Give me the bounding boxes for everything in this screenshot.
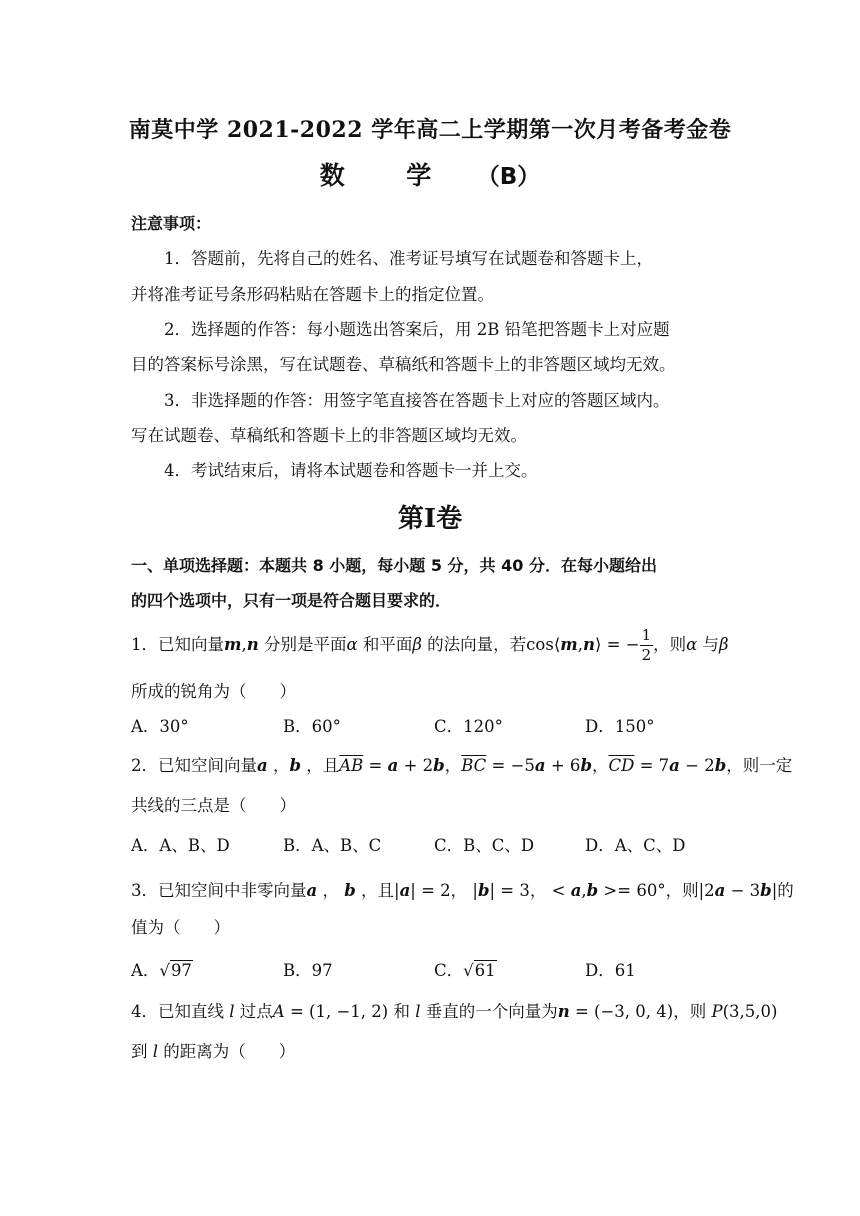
section-instructions: 一、单项选择题：本题共 8 小题，每小题 5 分，共 40 分．在每小题给出: [131, 556, 657, 575]
question-4: 4．已知直线 l 过点A = (1, −1, 2) 和 l 垂直的一个向量为n = (−3, 0, 4)，则 P(3,5,0): [131, 1002, 778, 1021]
q2-option-b[interactable]: B．A、B、C: [283, 836, 382, 855]
q3-option-a[interactable]: A．√97: [131, 961, 192, 980]
notice-item-1-cont: 并将准考证号条形码粘贴在答题卡上的指定位置。: [131, 285, 494, 304]
q3-option-b[interactable]: B．97: [283, 961, 333, 980]
subject-char-1: 数: [319, 161, 345, 190]
q2-option-a[interactable]: A．A、B、D: [131, 836, 230, 855]
q1-option-d[interactable]: D．150°: [585, 717, 655, 736]
notice-item-2-cont: 目的答案标号涂黑，写在试题卷、草稿纸和答题卡上的非答题区域均无效。: [131, 355, 676, 374]
question-4-cont: 到 l 的距离为（ ）: [131, 1042, 296, 1061]
question-1: 1．已知向量m,n 分别是平面α 和平面β 的法向量，若cos⟨m,n⟩ = − $\frac{1}{2}$ ，则α 与β: [131, 626, 729, 664]
q2-option-d[interactable]: D．A、C、D: [585, 836, 686, 855]
question-2: 2．已知空间向量a ，b ，且$\overline{AB} = a + 2b$，$\overline{BC} = -5a + 6b$，$\overline{CD} = 7a - 2b$，则一定: [131, 756, 793, 775]
q3-option-d[interactable]: D．61: [585, 961, 636, 980]
sqrt-symbol: √61: [463, 961, 496, 980]
subject-title: [0, 156, 860, 192]
notice-heading: 注意事项：: [131, 214, 212, 233]
q1-option-a[interactable]: A．30°: [131, 717, 189, 736]
notice-item-4: 4．考试结束后，请将本试题卷和答题卡一并上交。: [164, 461, 538, 480]
notice-item-2: 2．选择题的作答：每小题选出答案后，用 2B 铅笔把答题卡上对应题: [164, 320, 670, 339]
subject-char-2: 学: [406, 161, 432, 190]
q3-option-c[interactable]: C．√61: [434, 961, 496, 980]
notice-item-3-cont: 写在试题卷、草稿纸和答题卡上的非答题区域均无效。: [131, 426, 527, 445]
section-instructions-cont: 的四个选项中，只有一项是符合题目要求的．: [131, 591, 452, 610]
q1-option-b[interactable]: B．60°: [283, 717, 341, 736]
paper-version: （B）: [476, 164, 541, 190]
question-3: 3．已知空间中非零向量a ， b ，且|a| = 2， |b| = 3， < a,b >= 60°，则|2a − 3b|的: [131, 881, 794, 900]
q2-option-c[interactable]: C．B、C、D: [434, 836, 535, 855]
section-title: 第Ⅰ卷: [397, 504, 463, 534]
q1-option-c[interactable]: C．120°: [434, 717, 503, 736]
notice-item-3: 3．非选择题的作答：用签字笔直接答在答题卡上对应的答题区域内。: [164, 391, 670, 410]
question-3-cont: 值为（ ）: [131, 918, 230, 937]
exam-title: 南莫中学 2021-2022 学年高二上学期第一次月考备考金卷: [128, 117, 732, 143]
sqrt-symbol: √97: [159, 961, 192, 980]
fraction-one-half: $\frac{1}{2}$: [641, 626, 652, 664]
notice-item-1: 1．答题前，先将自己的姓名、准考证号填写在试题卷和答题卡上，: [164, 249, 653, 268]
question-2-cont: 共线的三点是（ ）: [131, 796, 296, 815]
question-1-cont: 所成的锐角为（ ）: [131, 682, 296, 701]
